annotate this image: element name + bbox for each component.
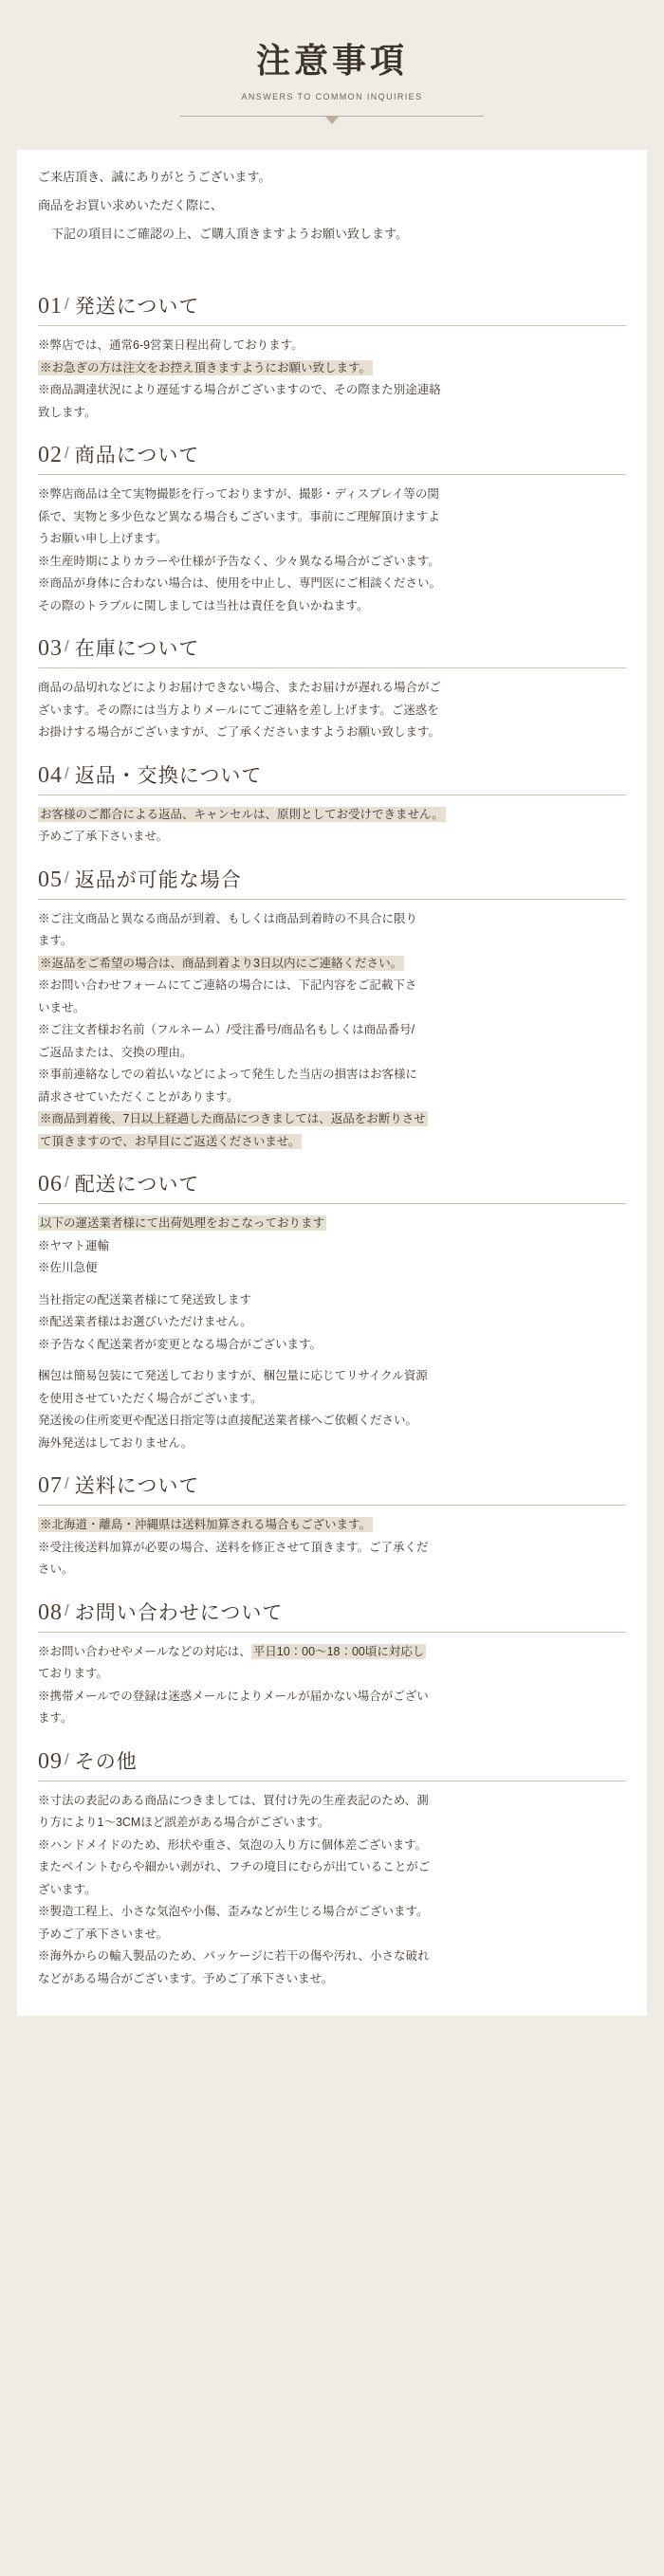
- section-number: 05: [38, 867, 63, 892]
- section-title: その他: [74, 1750, 138, 1773]
- section-paragraph: うお願い申し上げます。: [38, 532, 168, 546]
- section-paragraph: 当社指定の配送業者様にて発送致します: [38, 1292, 252, 1306]
- highlighted-text: ※商品到着後、7日以上経過した商品につきましては、返品をお断りさせ: [40, 1112, 426, 1126]
- section-paragraph: 発送後の住所変更や配送日指定等は直接配送業者様へご依頼ください。: [38, 1414, 418, 1428]
- section-title: 発送について: [74, 296, 200, 319]
- section-body: [38, 909, 626, 1153]
- section-number: 07: [38, 1473, 63, 1499]
- section-03: [38, 633, 626, 743]
- section-paragraph: を使用させていただく場合がございます。: [38, 1391, 263, 1405]
- section-paragraph: 商品の品切れなどによりお届けできない場合、またお届けが遅れる場合がご: [38, 681, 442, 695]
- section-body: [38, 805, 626, 848]
- section-paragraph: ※商品が身体に合わない場合は、使用を中止し、専門医にご相談ください。: [38, 576, 442, 591]
- section-body: [38, 1515, 626, 1580]
- section-title: お問い合わせについて: [74, 1601, 284, 1624]
- section-number: 06: [38, 1172, 63, 1197]
- slash-icon: /: [65, 444, 69, 463]
- section-header: [38, 865, 626, 900]
- section-body: [38, 1214, 626, 1453]
- section-paragraph: ざいます。: [38, 1882, 97, 1896]
- section-paragraph: ※寸法の表記のある商品につきましては、買付け先の生産表記のため、測: [38, 1793, 429, 1807]
- caret-down-inner-icon: [326, 124, 338, 131]
- section-number: 08: [38, 1599, 63, 1625]
- section-paragraph: 海外発送はしておりません。: [38, 1435, 194, 1450]
- section-paragraph: [38, 1214, 626, 1234]
- highlighted-text: お客様のご都合による返品、キャンセルは、原則としてお受けできません。: [40, 807, 444, 821]
- section-body: [38, 1791, 626, 1990]
- section-body: [38, 336, 626, 423]
- section-paragraph: ※予告なく配送業者が変更となる場合がございます。: [38, 1337, 323, 1351]
- section-paragraph: またペイントむらや細かい剥がれ、フチの境目にむらが出ていることがご: [38, 1860, 431, 1874]
- section-title: 返品・交換について: [74, 764, 263, 787]
- section-07: [38, 1471, 626, 1580]
- section-paragraph: ※お問い合わせフォームにてご連絡の場合には、下記内容をご記載下さ: [38, 978, 417, 993]
- section-paragraph: ※携帯メールでの登録は迷惑メールによりメールが届かない場合がござい: [38, 1689, 429, 1703]
- section-05: [38, 865, 626, 1153]
- highlighted-text: ※北海道・離島・沖縄県は送料加算される場合もございます。: [40, 1518, 372, 1532]
- section-number: 03: [38, 636, 63, 662]
- section-body: [38, 678, 626, 743]
- section-paragraph: [38, 1132, 626, 1153]
- section-paragraph: 請求させていただくことがあります。: [38, 1089, 239, 1104]
- section-header: [38, 633, 626, 668]
- section-paragraph: などがある場合がございます。予めご了承下さいませ。: [38, 1971, 334, 1985]
- section-paragraph: ※製造工程上、小さな気泡や小傷、歪みなどが生じる場合がございます。: [38, 1905, 429, 1919]
- slash-icon: /: [65, 1173, 69, 1192]
- section-paragraph: ※生産時期によりカラーや仕様が予告なく、少々異なる場合がございます。: [38, 554, 440, 568]
- section-paragraph: ※配送業者様はお選びいただけません。: [38, 1315, 252, 1329]
- slash-icon: /: [65, 868, 69, 886]
- section-paragraph: ※ハンドメイドのため、形状や重さ、気泡の入り方に個体差ございます。: [38, 1837, 428, 1852]
- section-title: 配送について: [74, 1174, 200, 1197]
- section-paragraph: ※商品調達状況により遅延する場合がございますので、その際また別途連絡: [38, 383, 441, 397]
- section-paragraph: 梱包は簡易包装にて発送しておりますが、梱包量に応じてリサイクル資源: [38, 1369, 428, 1383]
- section-title: 送料について: [74, 1475, 200, 1498]
- slash-icon: /: [65, 637, 69, 656]
- section-paragraph: お掛けする場合がございますが、ご了承くださいますようお願い致します。: [38, 725, 441, 740]
- section-paragraph: [38, 805, 626, 826]
- section-paragraph: その際のトラブルに関しましては当社は責任を負いかねます。: [38, 598, 369, 612]
- section-paragraph: 予めご了承下さいませ。: [38, 830, 169, 844]
- section-paragraph: ざいます。その際には当方よりメールにてご連絡を差し上げます。ご迷惑を: [38, 703, 439, 717]
- section-paragraph: 係で、実物と多少色など異なる場合もございます。事前にご理解頂けますよ: [38, 509, 440, 523]
- section-paragraph: ※弊店では、通常6-9営業日程出荷しております。: [38, 338, 304, 353]
- intro-box: [17, 150, 647, 270]
- section-body: [38, 1642, 626, 1729]
- section-header: [38, 440, 626, 475]
- page-title: 注意事項: [255, 41, 408, 80]
- section-header: [38, 760, 626, 795]
- section-paragraph: いませ。: [38, 1000, 85, 1014]
- section-paragraph: ※ご注文者様お名前（フルネーム）/受注番号/商品名もしくは商品番号/: [38, 1023, 415, 1037]
- section-paragraph: 致します。: [38, 405, 97, 419]
- section-06: [38, 1169, 626, 1453]
- header-divider: [180, 116, 484, 129]
- page-header: [0, 0, 664, 129]
- section-paragraph: ご返品または、交換の理由。: [38, 1045, 193, 1059]
- caret-down-icon: [325, 117, 339, 124]
- section-02: [38, 440, 626, 616]
- section-title: 在庫について: [74, 638, 200, 661]
- section-number: 02: [38, 443, 63, 468]
- section-header: [38, 291, 626, 326]
- section-paragraph: さい。: [38, 1562, 74, 1577]
- section-header: [38, 1169, 626, 1204]
- highlighted-text: 平日10：00～18：00頃に対応し: [252, 1644, 425, 1658]
- section-paragraph: ます。: [38, 1711, 73, 1726]
- section-number: 04: [38, 762, 63, 788]
- highlighted-text: ※お急ぎの方は注文をお控え頂きますようにお願い致します。: [40, 360, 372, 375]
- intro-line-2: 商品をお買い求めいただく際に、: [38, 197, 224, 212]
- section-paragraph: ております。: [38, 1667, 109, 1681]
- page-subtitle: ANSWERS TO COMMON INQUIRIES: [241, 92, 423, 101]
- section-04: [38, 760, 626, 848]
- slash-icon: /: [65, 1600, 69, 1619]
- section-title: 商品について: [74, 445, 200, 467]
- section-header: [38, 1746, 626, 1781]
- slash-icon: /: [65, 1474, 69, 1493]
- highlighted-text: ※返品をご希望の場合は、商品到着より3日以内にご連絡ください。: [40, 956, 402, 970]
- section-header: [38, 1471, 626, 1506]
- section-paragraph: り方により1～3CMほど誤差がある場合がございます。: [38, 1816, 330, 1830]
- section-number: 01: [38, 294, 63, 320]
- section-header: [38, 1598, 626, 1633]
- highlighted-text: 以下の運送業者様にて出荷処理をおこなっております: [40, 1216, 325, 1231]
- section-paragraph: [38, 1109, 626, 1130]
- section-paragraph: [38, 954, 626, 975]
- intro-line-3: 下記の項目にご確認の上、ご購入頂きますようお願い致します。: [51, 226, 408, 241]
- section-paragraph: ※海外からの輸入製品のため、パッケージに若干の傷や汚れ、小さな破れ: [38, 1949, 430, 1964]
- slash-icon: /: [65, 1749, 69, 1768]
- section-paragraph: ※ご注文商品と異なる商品が到着、もしくは商品到着時の不具合に限り: [38, 911, 418, 925]
- section-paragraph: ※ヤマト運輸: [38, 1238, 110, 1252]
- section-body: [38, 484, 626, 616]
- section-08: [38, 1598, 626, 1729]
- sections-container: [17, 270, 647, 2016]
- section-paragraph: [38, 1515, 626, 1536]
- section-paragraph: ※佐川急便: [38, 1261, 98, 1275]
- slash-icon: /: [65, 295, 69, 314]
- section-09: [38, 1746, 626, 1990]
- section-paragraph: [38, 358, 626, 379]
- section-paragraph: 予めご了承下さいませ。: [38, 1927, 169, 1941]
- section-title: 返品が可能な場合: [74, 868, 242, 891]
- section-paragraph: ※受注後送料加算が必要の場合、送料を修正させて頂きます。ご了承くだ: [38, 1540, 429, 1554]
- section-paragraph: ※弊店商品は全て実物撮影を行っておりますが、撮影・ディスプレイ等の関: [38, 487, 439, 502]
- section-paragraph: ※お問い合わせやメールなどの対応は、 平日10：00～18：00頃に対応し: [38, 1644, 425, 1658]
- intro-line-1: ご来店頂き、誠にありがとうございます。: [38, 170, 271, 184]
- highlighted-text: て頂きますので、お早目にご返送くださいませ。: [40, 1134, 301, 1148]
- section-paragraph: ます。: [38, 934, 73, 948]
- section-01: [38, 291, 626, 423]
- section-paragraph: ※事前連絡なしでの着払いなどによって発生した当店の損害はお客様に: [38, 1068, 418, 1082]
- section-number: 09: [38, 1748, 63, 1774]
- slash-icon: /: [65, 763, 69, 782]
